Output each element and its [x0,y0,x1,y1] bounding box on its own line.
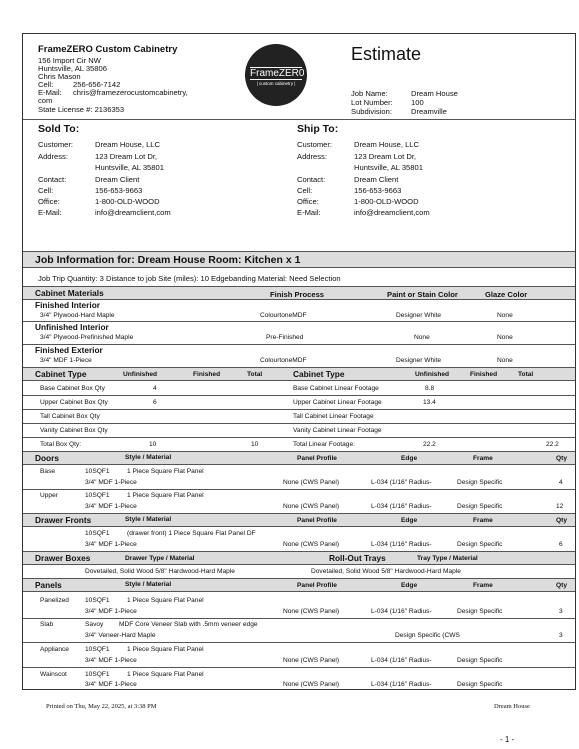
mat-row-3-process: ColourtoneMDF [260,357,307,364]
cabinet-type-tot-header: Total [247,371,263,378]
sold-address-2: Huntsville, AL 35801 [95,163,164,172]
estimate-title: Estimate [351,44,422,64]
panel-row-2-code: Savoy [85,621,104,628]
panel-row-3-style: 1 Piece Square Flat Panel [127,646,204,653]
doors-qty-header: Qty [556,455,567,462]
drawer-fronts-heading: Drawer Fronts [35,515,92,525]
rollout-trays-type-header: Tray Type / Material [417,555,478,562]
lot-number: 100 [411,98,424,107]
drawer-front-style: (drawer front) 1 Piece Square Flat Panel DF [127,530,256,537]
doors-edge-header: Edge [401,455,418,462]
total-lf-label: Total Linear Footage: [293,441,355,448]
cabinet-type-heading-2: Cabinet Type [293,369,345,379]
total-box-total: 10 [251,441,259,448]
panel-row-1-label: Panelized [40,597,69,604]
drawer-boxes-band [23,552,575,564]
sold-office: 1-800-OLD-WOOD [95,197,160,206]
materials-finish-header: Finish Process [270,290,325,299]
logo-tagline: | custom cabinetry | [256,81,296,86]
cabinet-type-heading: Cabinet Type [35,369,87,379]
panel-row-1-profile: None (CWS Panel) [283,608,340,615]
panel-row-3-edge: L-034 (1/16" Radius- [371,657,432,664]
drawer-front-profile: None (CWS Panel) [283,541,340,548]
drawer-front-qty: 6 [559,541,563,548]
divider [23,299,575,300]
materials-glaze-header: Glaze Color [485,290,528,299]
drawer-boxes-heading: Drawer Boxes [35,553,91,563]
door-row-1-qty: 4 [559,479,563,486]
subdivision-label: Subdivision: [351,107,392,116]
door-row-2-material: 3/4" MDF 1-Piece [85,503,137,510]
mat-row-3-glaze: None [497,357,513,364]
divider [23,591,575,592]
drawer-front-frame: Design Specific [457,541,503,548]
mat-row-3-title: Finished Exterior [35,345,103,355]
page-number: - 1 - [500,735,515,744]
panel-row-2-edge: Design Specific (CWS [395,632,460,639]
drawer-boxes-type-header: Drawer Type / Material [125,555,195,562]
mat-row-2-process: Pre-Finished [266,334,304,341]
lot-number-label: Lot Number: [351,98,393,107]
cab-right-1-label: Base Cabinet Linear Footage [293,385,379,392]
panel-row-1-style: 1 Piece Square Flat Panel [127,597,204,604]
sold-contact-label: Contact: [38,175,67,184]
total-lf-unfinished: 22.2 [423,441,436,448]
ship-address-label: Address: [297,152,327,161]
mat-row-2-desc: 3/4" Plywood-Prefinished Maple [40,334,134,341]
divider [23,395,575,396]
panel-row-2-material: 3/4" Veneer-Hard Maple [85,632,156,639]
panel-row-4-material: 3/4" MDF 1-Piece [85,681,137,688]
total-box-unfinished: 10 [149,441,157,448]
door-row-2-code: 10SQF1 [85,492,110,499]
divider [23,618,575,619]
ship-customer: Dream House, LLC [354,140,419,149]
mat-row-3-paint: Designer White [396,357,442,364]
divider [23,464,575,465]
panels-heading: Panels [35,580,62,590]
drawer-fronts-frame-header: Frame [473,517,493,524]
panel-row-4-profile: None (CWS Panel) [283,681,340,688]
sold-address-label: Address: [38,152,68,161]
sold-email[interactable]: info@dreamclient,com [95,208,171,217]
ship-office: 1-800-OLD-WOOD [354,197,419,206]
sold-cell-label: Cell: [38,186,54,195]
panels-style-header: Style / Material [125,581,172,588]
logo-wordmark: FrameZER0 [250,68,305,79]
drawer-fronts-style-header: Style / Material [125,516,172,523]
ship-address-2: Huntsville, AL 35801 [354,163,423,172]
cab-right-2-value: 13.4 [423,399,436,406]
panel-row-3-material: 3/4" MDF 1-Piece [85,657,137,664]
panel-row-4-label: Wainscot [40,671,67,678]
cab-left-2-label: Upper Cabinet Box Qty [40,399,108,406]
divider [23,642,575,643]
cab-right-2-label: Upper Cabinet Linear Footage [293,399,382,406]
sold-customer-label: Customer: [38,140,74,149]
panel-row-3-profile: None (CWS Panel) [283,657,340,664]
door-row-2-label: Upper [40,492,58,499]
cabinet-lf-unf-header: Unfinished [415,371,450,378]
divider [23,380,575,381]
doors-style-header: Style / Material [125,454,172,461]
cabinet-type-fin-header: Finished [193,371,221,378]
panel-row-1-edge: L-034 (1/16" Radius- [371,608,432,615]
cab-left-2-value: 6 [153,399,157,406]
panel-row-2-label: Slab [40,621,54,628]
door-row-1-profile: None (CWS Panel) [283,479,340,486]
divider [23,409,575,410]
company-cell-label: Cell: [38,80,54,89]
doors-profile-header: Panel Profile [297,455,337,462]
drawer-front-material: 3/4" MDF 1-Piece [85,541,137,548]
subdivision: Dreamville [411,107,447,116]
materials-heading: Cabinet Materials [35,288,104,298]
panel-row-3-code: 10SQF1 [85,646,110,653]
divider [23,437,575,438]
panel-row-4-style: 1 Piece Square Flat Panel [127,671,204,678]
mat-row-3-desc: 3/4" MDF 1-Piece [40,357,92,364]
ship-cell-label: Cell: [297,186,313,195]
panel-row-2-qty: 3 [559,632,563,639]
company-name: FrameZERO Custom Cabinetry [38,44,178,55]
company-license: State License #: 2136353 [38,105,125,114]
ship-customer-label: Customer: [297,140,333,149]
company-address-1: 156 Import Cir NW [38,56,101,65]
door-row-2-edge: L-034 (1/16" Radius- [371,503,432,510]
cab-right-3-label: Tall Cabinet Linear Footage [293,413,374,420]
company-logo [245,44,307,106]
total-lf-total: 22.2 [546,441,559,448]
panels-qty-header: Qty [556,582,567,589]
cab-left-3-label: Tall Cabinet Box Qty [40,413,100,420]
company-email-cont: com [38,96,53,105]
estimate-sheet [22,33,576,690]
panel-row-1-frame: Design Specific [457,608,503,615]
door-row-1-code: 10SQF1 [85,468,110,475]
mat-row-2-title: Unfinished Interior [35,322,109,332]
sold-cell: 156-653-9663 [95,186,143,195]
company-email-label: E-Mail: [38,88,62,97]
rollout-tray-material: Dovetailed, Solid Wood 5/8" Hardwood-Hard Maple [311,568,461,575]
mat-row-2-glaze: None [497,334,513,341]
door-row-2-style: 1 Piece Square Flat Panel [127,492,204,499]
company-email[interactable]: chris@framezerocustomcabinetry, [73,88,188,97]
drawer-box-material: Dovetailed, Solid Wood 5/8" Hardwood-Hard Maple [85,568,235,575]
drawer-fronts-profile-header: Panel Profile [297,517,337,524]
ship-office-label: Office: [297,197,319,206]
panel-row-4-code: 10SQF1 [85,671,110,678]
mat-row-1-paint: Designer White [396,312,442,319]
ship-email-label: E-Mail: [297,208,321,217]
printed-on: Printed on Thu, May 22, 2025, at 3:38 PM [46,703,157,710]
door-row-1-style: 1 Piece Square Flat Panel [127,468,204,475]
ship-to-heading: Ship To: [297,123,339,135]
sold-contact: Dream Client [95,175,140,184]
ship-address-1: 123 Dream Lot Dr, [354,152,417,161]
panel-row-3-label: Appliance [40,646,69,653]
job-info-title: Job Information for: Dream House Room: Kitchen x 1 [35,254,301,266]
panels-frame-header: Frame [473,582,493,589]
drawer-front-edge: L-034 (1/16" Radius- [371,541,432,548]
panel-row-1-qty: 3 [559,608,563,615]
door-row-2-profile: None (CWS Panel) [283,503,340,510]
mat-row-1-title: Finished Interior [35,300,100,310]
divider [23,423,575,424]
sold-to-heading: Sold To: [38,123,80,135]
divider [23,489,575,490]
divider [23,667,575,668]
doors-heading: Doors [35,453,59,463]
rollout-trays-heading: Roll-Out Trays [329,553,386,563]
total-box-label: Total Box Qty: [40,441,82,448]
doors-frame-header: Frame [473,455,493,462]
mat-row-1-glaze: None [497,312,513,319]
sold-address-1: 123 Dream Lot Dr, [95,152,158,161]
drawer-fronts-edge-header: Edge [401,517,418,524]
ship-contact-label: Contact: [297,175,326,184]
ship-contact: Dream Client [354,175,399,184]
sold-office-label: Office: [38,197,60,206]
divider [23,564,575,565]
door-row-1-frame: Design Specific [457,479,503,486]
door-row-2-frame: Design Specific [457,503,503,510]
divider [23,119,575,120]
door-row-1-label: Base [40,468,56,475]
cabinet-lf-fin-header: Finished [470,371,498,378]
cab-left-1-value: 4 [153,385,157,392]
company-cell: 256-656-7142 [73,80,121,89]
materials-paint-header: Paint or Stain Color [387,290,458,299]
panels-profile-header: Panel Profile [297,582,337,589]
panel-row-2-style: MDF Core Veneer Slab with .5mm veneer edge [119,621,258,628]
sold-email-label: E-Mail: [38,208,62,217]
job-trip-line: Job Trip Quantity: 3 Distance to job Site (miles): 10 Edgebanding Material: Need Selection [38,274,341,283]
door-row-1-edge: L-034 (1/16" Radius- [371,479,432,486]
sold-customer: Dream House, LLC [95,140,160,149]
mat-row-1-process: ColourtoneMDF [260,312,307,319]
door-row-1-material: 3/4" MDF 1-Piece [85,479,137,486]
company-address-2: Huntsville, AL 35806 [38,64,107,73]
panel-row-3-frame: Design Specific [457,657,503,664]
footer-job-name: Dream House [494,703,530,710]
cabinet-lf-tot-header: Total [518,371,534,378]
panel-row-1-code: 10SQF1 [85,597,110,604]
ship-cell: 156-653-9663 [354,186,402,195]
cab-left-4-label: Vanity Cabinet Box Qty [40,427,108,434]
cab-left-1-label: Base Cabinet Box Qty [40,385,105,392]
divider [23,526,575,527]
panels-edge-header: Edge [401,582,418,589]
drawer-front-code: 10SQF1 [85,530,110,537]
mat-row-1-desc: 3/4" Plywood-Hard Maple [40,312,115,319]
panel-row-1-material: 3/4" MDF 1-Piece [85,608,137,615]
ship-email[interactable]: info@dreamclient,com [354,208,430,217]
panel-row-4-edge: L-034 (1/16" Radius- [371,681,432,688]
panel-row-4-frame: Design Specific [457,681,503,688]
mat-row-2-paint: None [414,334,430,341]
divider [23,344,575,345]
job-name-label: Job Name: [351,89,388,98]
cabinet-type-unf-header: Unfinished [123,371,158,378]
job-name: Dream House [411,89,458,98]
cab-right-4-label: Vanity Cabinet Linear Footage [293,427,382,434]
cab-right-1-value: 8.8 [425,385,435,392]
door-row-2-qty: 12 [556,503,564,510]
drawer-fronts-qty-header: Qty [556,517,567,524]
company-contact: Chris Mason [38,72,81,81]
